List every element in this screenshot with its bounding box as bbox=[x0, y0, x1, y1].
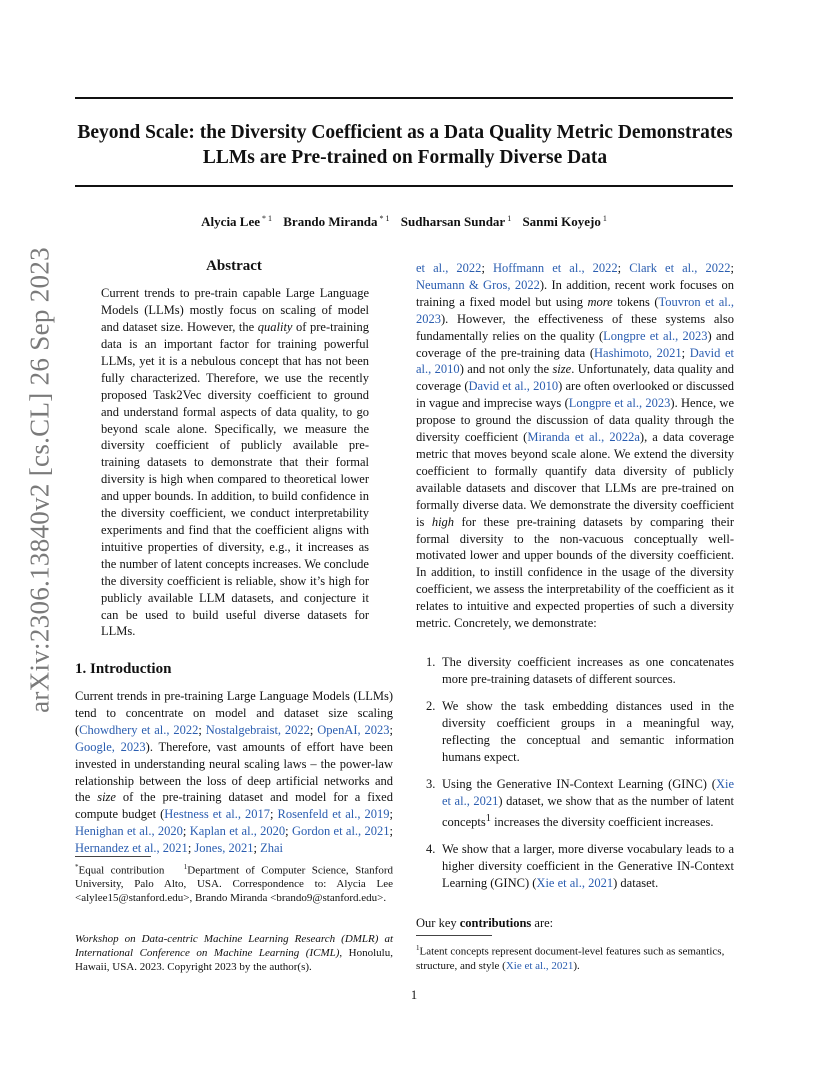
citation-link[interactable]: Henighan et al., 2020 bbox=[75, 824, 183, 839]
footnote-latent-concepts: $^1$Latent concepts represent document-level features such as semantics, structure, and style (Xie et al., 2021). bbox=[416, 944, 725, 972]
footnote-rule bbox=[416, 935, 492, 936]
citation-link[interactable]: Hashimoto, 2021 bbox=[594, 345, 682, 360]
intro-paragraph-2: et al., 2022; Hoffmann et al., 2022; Clark et al., 2022; Neumann & Gros, 2022). In addition, recent work focuses on training a fixed model but using more tokens (Touvron et al., 2023). However, the effectiveness of these systems also fundamentally relies on the quality (Longpre et al., 2023) and coverage of the pre-training data (Hashimoto, 2021; David et al., 2010) and not only the size. Unfortunately, data quality and coverage (David et al., 2010) are often overlooked or discussed in vague and imprecise ways (Longpre et al., 2023). Hence, we propose to ground the discussion of data quality through the diversity coefficient (Miranda et al., 2022a), a data coverage metric that moves beyond scale alone. We extend the diversity coefficient to formally quantify data diversity of publicly available datasets and discover that LLMs are pre-trained on formally diverse data. We demonstrate the diversity coefficient is high for these pre-training datasets by comparing their formal diversity to the non-vacuous conceptually well-motivated lower and upper bounds of the diversity coefficient. In addition, to instill confidence in the usage of the diversity coefficient, we assess the interpretability of the coefficient as it relates to intuitive and expected properties of such a diversity metric. Concretely, we demonstrate: bbox=[416, 261, 735, 631]
intro-body: Current trends in pre-training Large Language Models (LLMs) tend to concentrate on model and dataset size scaling (Chowdhery et al., 2022; Nostalgebraist, 2022; OpenAI, 2023; Google, 2023). Therefore, vast amounts of effort have been invested in understanding neural scaling laws – the power-law relationship between the loss of deep artificial networks and the size of the pre-training dataset and model for a fixed compute budget (Hestness et al., 2017; Rosenfeld et al., 2019; Henighan et al., 2020; Kaplan et al., 2020; Gordon et al., 2021; Hernandez et al., 2021; Jones, 2021; Zhai bbox=[75, 689, 393, 856]
list-item: 2. We show the task embedding distances used in the diversity coefficient groups in a meaningful way, reflecting the conceptual and semantic information humans expect. bbox=[426, 699, 734, 764]
abstract-body: Current trends to pre-train capable Large Language Models (LLMs) mostly focus on scaling of model and dataset size. However, the quality of pre-training data is an important factor for training powerful LLMs, yet it is a nebulous concept that has not been fully characterized. Therefore, we use the recently proposed Task2Vec diversity coefficient to ground and understand formal aspects of data quality, to go beyond scale alone. Specifically, we measure the diversity coefficient of publicly available pre-training datasets to demonstrate that their formal diversity is high when compared to theoretical lower and upper bounds. In addition, to build confidence in the diversity coefficient, we conduct interpretability experiments and find that the coefficient aligns with intuitive properties of diversity, e.g., it increases as the number of latent concepts increases. We conclude the diversity coefficient is reliable, show it’s high for publicly available LLM datasets, and conjecture it can be used to build useful diverse datasets for LLMs. bbox=[101, 286, 369, 639]
author-2: Brando Miranda $^{* 1}$ bbox=[283, 214, 390, 229]
citation-link[interactable]: Chowdhery et al., 2022 bbox=[79, 722, 199, 737]
citation-link[interactable]: Longpre et al., 2023 bbox=[568, 396, 671, 411]
footnote-rule bbox=[75, 856, 151, 857]
top-rule bbox=[75, 97, 733, 99]
citation-link[interactable]: Rosenfeld et al., 2019 bbox=[277, 807, 390, 822]
arxiv-stamp: arXiv:2306.13840v2 [cs.CL] 26 Sep 2023 bbox=[24, 247, 55, 713]
citation-link[interactable]: Touvron et al., 2023 bbox=[416, 294, 734, 326]
citation-link[interactable]: Miranda et al., 2022a bbox=[527, 430, 640, 445]
author-list bbox=[75, 214, 733, 230]
list-item: 3. Using the Generative IN-Context Learning (GINC) (Xie et al., 2021) dataset, we show that as the number of latent concepts$^1$ increases the diversity coefficient increases. bbox=[426, 777, 734, 830]
citation-link[interactable]: Zhai bbox=[260, 841, 283, 856]
citation-link[interactable]: Jones, 2021 bbox=[194, 841, 254, 856]
page-number: 1 bbox=[410, 988, 418, 1002]
author-1: Alycia Lee $^{* 1}$ bbox=[201, 214, 273, 229]
intro-continued bbox=[416, 260, 734, 632]
list-item: 4. We show that a larger, more diverse vocabulary leads to a higher diversity coefficient in the Generative IN-Context Learning (GINC) (Xie et al., 2021) dataset. bbox=[426, 842, 734, 891]
abstract-section bbox=[75, 258, 393, 640]
footnote-marker[interactable]: 1 bbox=[485, 813, 491, 824]
key-contributions-lead: Our key contributions are: bbox=[416, 916, 554, 930]
author-3: Sudharsan Sundar $^1$ bbox=[400, 214, 512, 229]
bottom-rule bbox=[75, 185, 733, 187]
title-line-2: LLMs are Pre-trained on Formally Diverse Data bbox=[202, 147, 608, 168]
citation-link[interactable]: OpenAI, 2023 bbox=[317, 722, 390, 737]
citation-link[interactable]: Clark et al., 2022 bbox=[629, 261, 731, 275]
citation-link[interactable]: Xie et al., 2021 bbox=[536, 876, 614, 891]
citation-link[interactable]: Nostalgebraist, 2022 bbox=[205, 722, 310, 737]
list-item: 1. The diversity coefficient increases as one concatenates more pre-training datasets of different sources. bbox=[426, 655, 734, 686]
citation-link[interactable]: Google, 2023 bbox=[75, 739, 146, 754]
citation-link[interactable]: Gordon et al., 2021 bbox=[292, 824, 390, 839]
abstract-heading: Abstract bbox=[206, 258, 262, 274]
citation-link[interactable]: Longpre et al., 2023 bbox=[603, 328, 708, 343]
workshop-note: Workshop on Data-centric Machine Learning Research (DMLR) at International Conference on Machine Learning (ICML), Honolulu, Hawaii, USA. 2023. Copyright 2023 by the author(s). bbox=[75, 933, 393, 973]
citation-link[interactable]: Neumann & Gros, 2022 bbox=[416, 277, 540, 292]
citation-link[interactable]: Kaplan et al., 2020 bbox=[189, 824, 286, 839]
paper-title bbox=[60, 120, 750, 170]
citation-link[interactable]: et al., 2022 bbox=[416, 261, 482, 275]
author-4: Sanmi Koyejo $^1$ bbox=[522, 214, 607, 229]
citation-link[interactable]: David et al., 2010 bbox=[468, 379, 559, 394]
title-line-1: Beyond Scale: the Diversity Coefficient as a Data Quality Metric Demonstrates bbox=[77, 122, 733, 143]
citation-link[interactable]: Xie et al., 2021 bbox=[442, 777, 734, 808]
contribution-list bbox=[416, 654, 734, 902]
intro-heading: 1. Introduction bbox=[75, 661, 172, 677]
affiliation-footnote: *Equal contribution $^1$Department of Computer Science, Stanford University, Palo Alto, USA. Correspondence to: Alycia Lee <alylee15@stanford.edu>, Brando Miranda <brando9@stanford.edu>. bbox=[75, 863, 394, 904]
citation-link[interactable]: Hernandez et al., 2021 bbox=[75, 841, 188, 856]
citation-link[interactable]: Hoffmann et al., 2022 bbox=[492, 261, 618, 275]
citation-link[interactable]: David et al., 2010 bbox=[416, 345, 734, 377]
citation-link[interactable]: Xie et al., 2021 bbox=[505, 959, 574, 972]
citation-link[interactable]: Hestness et al., 2017 bbox=[164, 807, 271, 822]
